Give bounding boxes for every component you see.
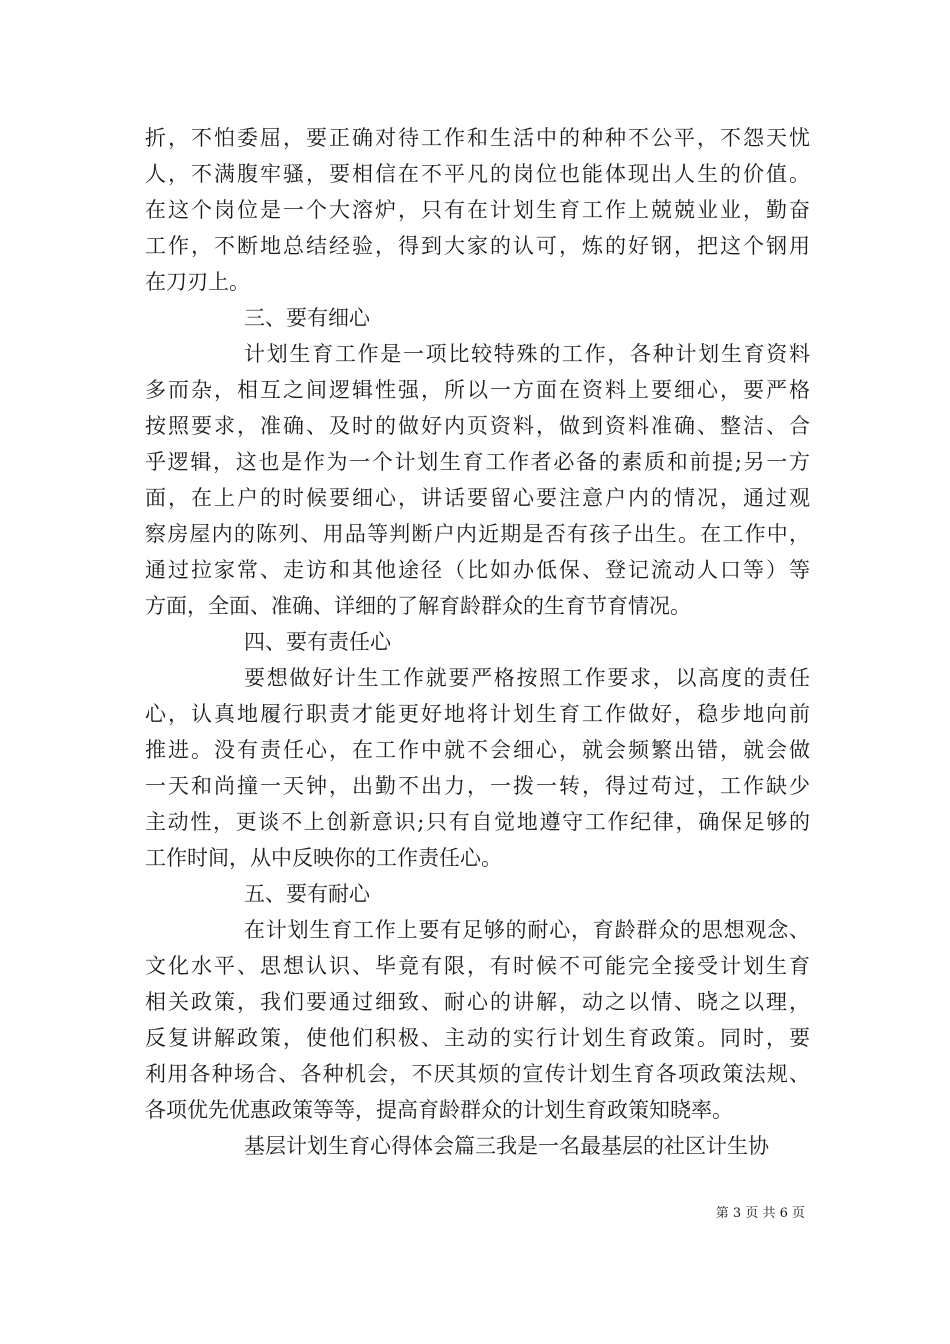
body-line: 多而杂，相互之间逻辑性强，所以一方面在资料上要细心，要严格 [145, 378, 810, 402]
body-line: 折，不怕委屈，要正确对待工作和生活中的种种不公平，不怨天忧 [145, 126, 810, 150]
body-line: 工作，不断地总结经验，得到大家的认可，炼的好钢，把这个钢用 [145, 234, 810, 258]
body-line: 人，不满腹牢骚，要相信在不平凡的岗位也能体现出人生的价值。 [145, 162, 810, 186]
paragraph-first-line: 计划生育工作是一项比较特殊的工作，各种计划生育资料 [244, 342, 810, 366]
body-line: 通过拉家常、走访和其他途径（比如办低保、登记流动人口等）等 [145, 558, 810, 582]
body-line: 推进。没有责任心，在工作中就不会细心，就会频繁出错，就会做 [145, 738, 810, 762]
document-body [145, 120, 810, 1164]
body-line: 文化水平、思想认识、毕竟有限，有时候不可能完全接受计划生育 [145, 954, 810, 978]
body-line: 在刀刃上。 [145, 270, 250, 294]
body-line: 利用各种场合、各种机会，不厌其烦的宣传计划生育各项政策法规、 [145, 1062, 810, 1086]
body-line: 在这个岗位是一个大溶炉，只有在计划生育工作上兢兢业业，勤奋 [145, 198, 810, 222]
body-line: 一天和尚撞一天钟，出勤不出力，一拨一转，得过苟过，工作缺少 [145, 774, 810, 798]
body-line: 相关政策，我们要通过细致、耐心的讲解，动之以情、晓之以理， [145, 990, 810, 1014]
body-line: 主动性，更谈不上创新意识;只有自觉地遵守工作纪律，确保足够的 [145, 810, 810, 834]
section-heading: 三、要有细心 [244, 306, 370, 330]
paragraph-first-line: 要想做好计生工作就要严格按照工作要求，以高度的责任 [244, 666, 810, 690]
body-line: 心，认真地履行职责才能更好地将计划生育工作做好，稳步地向前 [145, 702, 810, 726]
body-line: 察房屋内的陈列、用品等判断户内近期是否有孩子出生。在工作中， [145, 522, 810, 546]
section-heading: 五、要有耐心 [244, 882, 370, 906]
body-line: 各项优先优惠政策等等，提高育龄群众的计划生育政策知晓率。 [145, 1098, 733, 1122]
body-line: 工作时间，从中反映你的工作责任心。 [145, 846, 502, 870]
body-line: 面，在上户的时候要细心，讲话要留心要注意户内的情况，通过观 [145, 486, 810, 510]
body-line: 反复讲解政策，使他们积极、主动的实行计划生育政策。同时，要 [145, 1026, 810, 1050]
section-heading: 四、要有责任心 [244, 630, 391, 654]
body-line: 方面，全面、准确、详细的了解育龄群众的生育节育情况。 [145, 594, 691, 618]
paragraph-first-line: 基层计划生育心得体会篇三我是一名最基层的社区计生协 [244, 1134, 769, 1158]
body-line: 乎逻辑，这也是作为一个计划生育工作者必备的素质和前提;另一方 [145, 450, 810, 474]
body-line: 按照要求，准确、及时的做好内页资料，做到资料准确、整洁、合 [145, 414, 810, 438]
paragraph-first-line: 在计划生育工作上要有足够的耐心，育龄群众的思想观念、 [244, 918, 810, 942]
page-number-footer: 第 3 页 共 6 页 [715, 1206, 805, 1221]
